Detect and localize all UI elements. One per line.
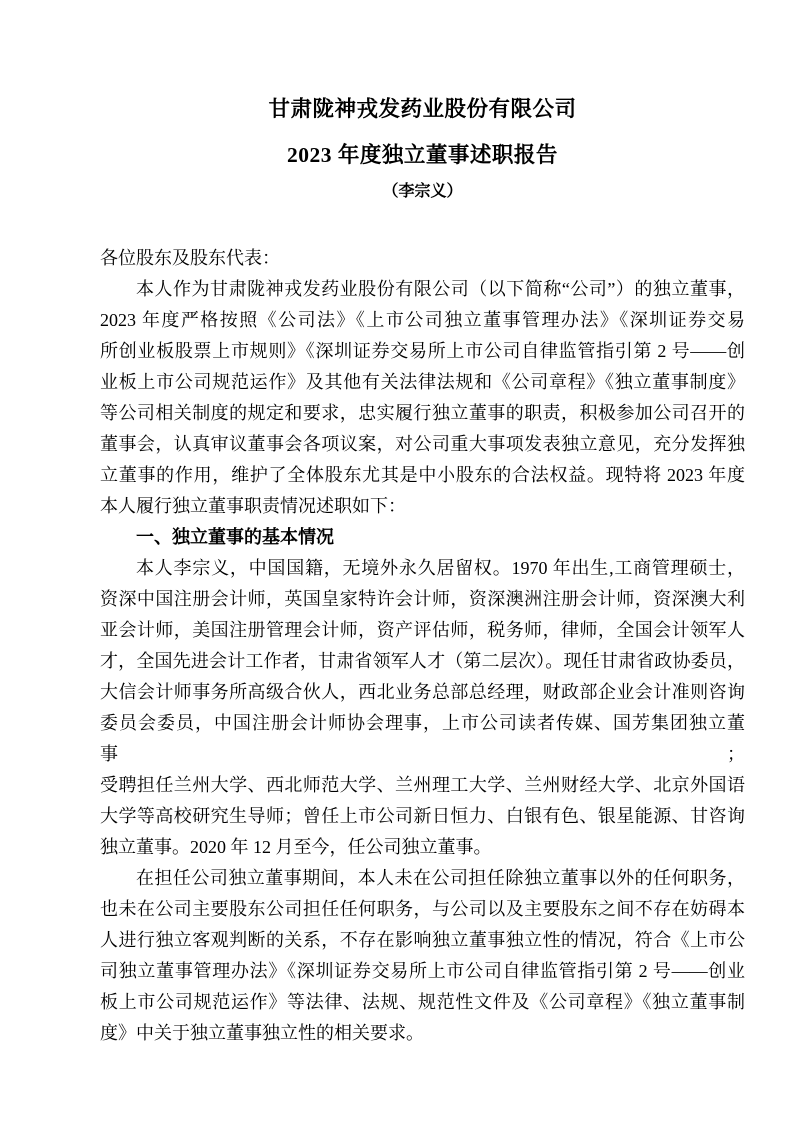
paragraph-line: 在担任公司独立董事期间，本人未在公司担任除独立董事以外的任何职务， <box>136 868 745 888</box>
paragraph-line: 本人作为甘肃陇神戎发药业股份有限公司（以下简称“公司”）的独立董事， <box>136 279 745 299</box>
paragraph-line: 所创业板股票上市规则》《深圳证券交易所上市公司自律监管指引第 2 号——创 <box>100 341 745 361</box>
paragraph-line: 资深中国注册会计师，英国皇家特许会计师，资深澳洲注册会计师，资深澳大利 <box>100 589 745 609</box>
paragraph-line: 本人履行独立董事职责情况述职如下： <box>100 496 406 516</box>
salutation: 各位股东及股东代表： <box>100 248 280 268</box>
paragraph-line: 本人李宗义，中国国籍，无境外永久居留权。1970 年出生,工商管理硕士， <box>136 558 745 578</box>
author-name-subtitle: （李宗义） <box>382 183 463 200</box>
paragraph-line: 独立董事。2020 年 12 月至今，任公司独立董事。 <box>100 837 492 857</box>
paragraph-line: 业板上市公司规范运作》及其他有关法律法规和《公司章程》《独立董事制度》 <box>100 372 745 392</box>
paragraph-line: 大学等高校研究生导师；曾任上市公司新日恒力、白银有色、银星能源、甘咨询 <box>100 806 745 826</box>
document-body <box>100 243 745 1049</box>
paragraph-line: 亚会计师，美国注册管理会计师，资产评估师，税务师，律师，全国会计领军人 <box>100 620 745 640</box>
section-heading: 一、独立董事的基本情况 <box>136 527 334 547</box>
paragraph-line: 受聘担任兰州大学、西北师范大学、兰州理工大学、兰州财经大学、北京外国语 <box>100 775 745 795</box>
paragraph-line: 才，全国先进会计工作者，甘肃省领军人才（第二层次）。现任甘肃省政协委员， <box>100 651 745 671</box>
paragraph-line: 委员会委员，中国注册会计师协会理事，上市公司读者传媒、国芳集团独立董事； <box>100 713 745 764</box>
paragraph-line: 董事会，认真审议董事会各项议案，对公司重大事项发表独立意见，充分发挥独 <box>100 434 745 454</box>
paragraph-line: 人进行独立客观判断的关系，不存在影响独立董事独立性的情况，符合《上市公 <box>100 930 745 950</box>
paragraph-line: 也未在公司主要股东公司担任任何职务，与公司以及主要股东之间不存在妨碍本 <box>100 899 745 919</box>
paragraph-line: 立董事的作用，维护了全体股东尤其是中小股东的合法权益。现特将 2023 年度 <box>100 465 745 485</box>
report-title: 2023 年度独立董事述职报告 <box>287 143 558 167</box>
paragraph-line: 司独立董事管理办法》《深圳证券交易所上市公司自律监管指引第 2 号——创业 <box>100 961 745 981</box>
paragraph-line: 板上市公司规范运作》等法律、法规、规范性文件及《公司章程》《独立董事制 <box>100 992 745 1012</box>
paragraph-line: 2023 年度严格按照《公司法》《上市公司独立董事管理办法》《深圳证券交易 <box>100 310 745 330</box>
paragraph-line: 度》中关于独立董事独立性的相关要求。 <box>100 1023 424 1043</box>
paragraph-line: 大信会计师事务所高级合伙人，西北业务总部总经理，财政部企业会计准则咨询 <box>100 682 745 702</box>
company-name-title: 甘肃陇神戎发药业股份有限公司 <box>268 97 577 121</box>
paragraph-line: 等公司相关制度的规定和要求，忠实履行独立董事的职责，积极参加公司召开的 <box>100 403 745 423</box>
